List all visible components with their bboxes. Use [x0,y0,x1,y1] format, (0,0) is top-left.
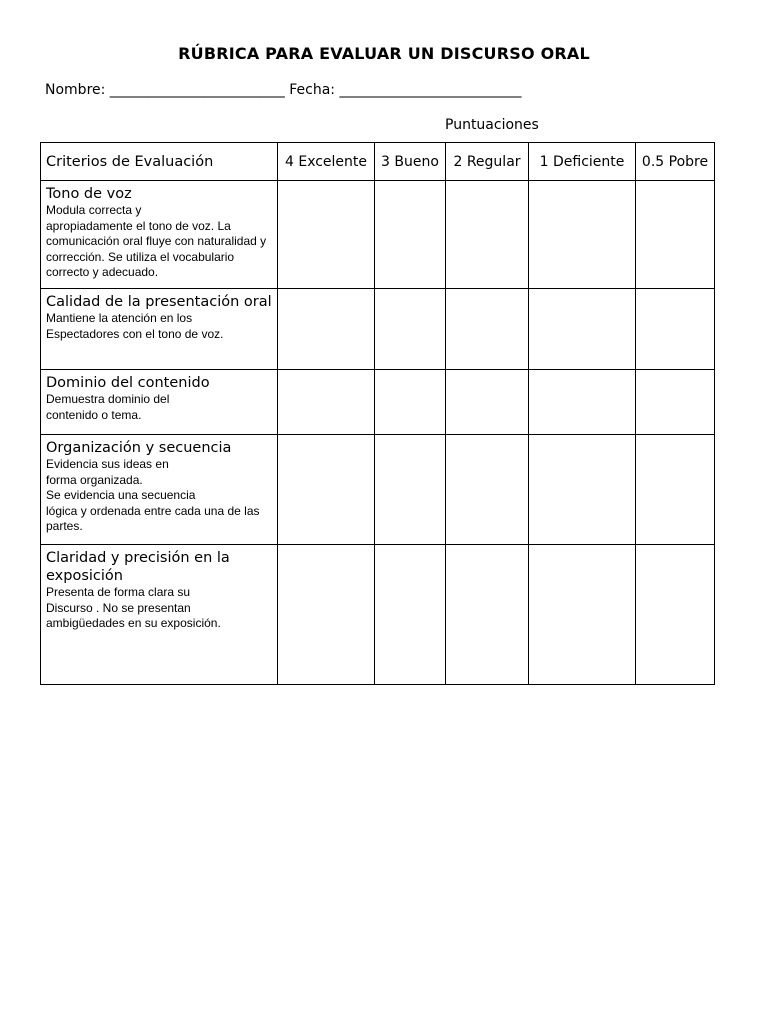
score-cell[interactable] [636,545,715,685]
header-pobre: 0.5 Pobre [636,143,715,181]
table-row [41,370,715,435]
score-cell[interactable] [446,181,529,289]
table-row [41,289,715,370]
score-cell[interactable] [375,289,446,370]
score-cell[interactable] [375,370,446,435]
criterion-name: Calidad de la presentación oral [46,294,272,310]
header-row [41,143,715,181]
score-cell[interactable] [636,181,715,289]
criterion-cell [41,370,278,435]
table-row [41,181,715,289]
header-excelente: 4 Excelente [278,143,375,181]
score-cell[interactable] [446,289,529,370]
table-row [41,545,715,685]
document-title: RÚBRICA PARA EVALUAR UN DISCURSO ORAL [178,44,590,63]
puntuaciones-label: Puntuaciones [445,117,539,133]
criterion-description: Modula correcta y apropiadamente el tono de voz. La comunicación oral fluye con naturalidad y corrección. Se utiliza el vocabulario correcto y adecuado. [46,203,267,279]
score-cell[interactable] [375,545,446,685]
header-criterios: Criterios de Evaluación [41,143,278,181]
score-cell[interactable] [446,545,529,685]
score-cell[interactable] [529,435,636,545]
criterion-cell [41,289,278,370]
criterion-name: Dominio del contenido [46,375,210,391]
score-cell[interactable] [529,181,636,289]
criterion-description: Mantiene la atención en los Espectadores con el tono de voz. [46,311,224,341]
criterion-description: Demuestra dominio del contenido o tema. [46,392,170,422]
nombre-label: Nombre: [45,82,106,98]
score-cell[interactable] [636,289,715,370]
criterion-cell [41,181,278,289]
header-fields [45,82,521,98]
score-cell[interactable] [529,545,636,685]
fecha-label: Fecha: [289,82,336,98]
table-row [41,435,715,545]
score-cell[interactable] [636,370,715,435]
fecha-line[interactable]: __________________________ [339,82,522,98]
criterion-name: Tono de voz [46,186,132,202]
score-cell[interactable] [446,370,529,435]
criterion-name: Organización y secuencia [46,440,232,456]
score-cell[interactable] [278,289,375,370]
score-cell[interactable] [636,435,715,545]
score-cell[interactable] [375,435,446,545]
criterion-description: Presenta de forma clara su Discurso . No se presentan ambigüedades en su exposición. [46,585,221,630]
score-cell[interactable] [529,289,636,370]
criterion-description: Evidencia sus ideas en forma organizada. Se evidencia una secuencia lógica y ordenada entre cada una de las partes. [46,457,260,533]
header-regular: 2 Regular [446,143,529,181]
score-cell[interactable] [375,181,446,289]
criterion-cell [41,435,278,545]
score-cell[interactable] [278,545,375,685]
score-cell[interactable] [278,435,375,545]
score-cell[interactable] [278,181,375,289]
rubric-table [40,142,715,685]
score-cell[interactable] [529,370,636,435]
criterion-cell [41,545,278,685]
header-deficiente: 1 Deficiente [529,143,636,181]
nombre-line[interactable]: _________________________ [109,82,285,98]
score-cell[interactable] [278,370,375,435]
header-bueno: 3 Bueno [375,143,446,181]
score-cell[interactable] [446,435,529,545]
criterion-name: Claridad y precisión en la exposición [46,550,230,584]
